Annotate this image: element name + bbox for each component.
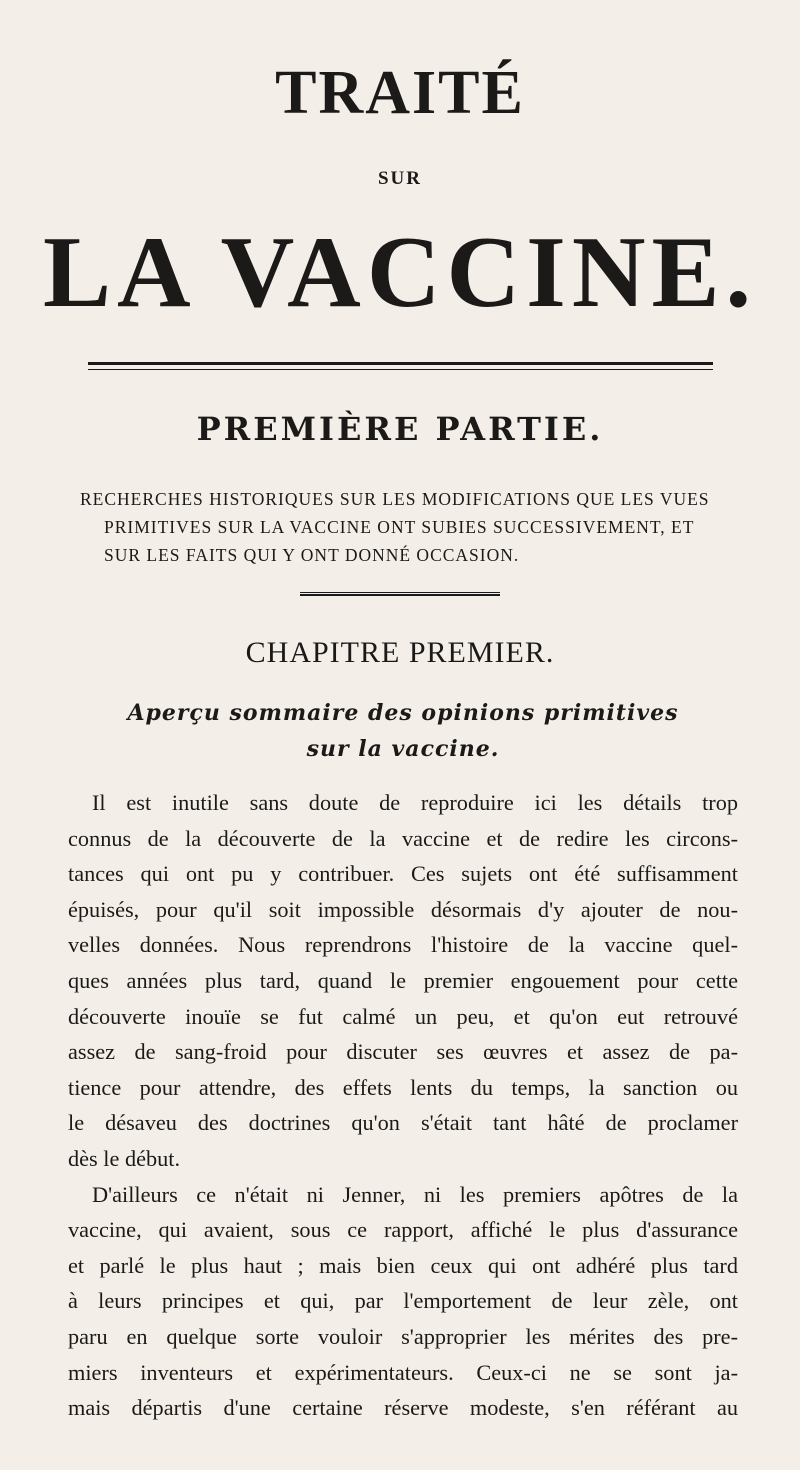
- paragraph-1: [68, 785, 738, 1177]
- part-subtitle-line: SUR LES FAITS QUI Y ONT DONNÉ OCCASION.: [104, 545, 520, 565]
- text-line: D'ailleurs ce n'était ni Jenner, ni les premiers apôtres de la: [92, 1181, 738, 1207]
- text-line: épuisés, pour qu'il soit impossible désormais d'y ajouter de nou-: [68, 896, 738, 922]
- part-subtitle-line: RECHERCHES HISTORIQUES SUR LES MODIFICATIONS QUE LES VUES: [80, 489, 710, 509]
- text-line: tances qui ont pu y contribuer. Ces sujets ont été suffisamment: [68, 861, 738, 887]
- text-line: mais départis d'une certaine réserve modeste, s'en référant au: [68, 1395, 738, 1421]
- title-connector: SUR: [377, 168, 422, 189]
- chapter-subtitle: [68, 695, 738, 767]
- text-line: paru en quelque sorte vouloir s'approprier les mérites des pre-: [68, 1323, 738, 1349]
- text-line: assez de sang-froid pour discuter ses œuvres et assez de pa-: [68, 1039, 738, 1065]
- book-subject-title: LA VACCINE.: [42, 216, 758, 329]
- title-divider-rule: [88, 362, 713, 370]
- text-line: miers inventeurs et expérimentateurs. Ceux-ci ne se sont ja-: [68, 1359, 738, 1385]
- text-line: dès le début.: [68, 1145, 181, 1171]
- chapter-heading: CHAPITRE PREMIER.: [245, 636, 555, 669]
- part-subtitle: [80, 485, 730, 569]
- text-line: ques années plus tard, quand le premier engouement pour cette: [68, 967, 738, 993]
- book-title: TRAITÉ: [275, 59, 525, 127]
- text-line: le désaveu des doctrines qu'on s'était tant hâté de proclamer: [68, 1110, 738, 1136]
- chapter-subtitle-line: sur la vaccine.: [306, 736, 500, 762]
- chapter-subtitle-line: Aperçu sommaire des opinions primitives: [127, 700, 679, 726]
- text-line: Il est inutile sans doute de reproduire ici les détails trop: [92, 790, 738, 815]
- text-line: découverte inouïe se fut calmé un peu, et qu'on eut retrouvé: [68, 1003, 738, 1029]
- part-subtitle-line: PRIMITIVES SUR LA VACCINE ONT SUBIES SUCCESSIVEMENT, ET: [104, 517, 695, 537]
- text-line: et parlé le plus haut ; mais bien ceux qui ont adhéré plus tard: [68, 1252, 738, 1278]
- body-text: [68, 785, 738, 1426]
- text-line: tience pour attendre, des effets lents du temps, la sanction ou: [68, 1074, 738, 1100]
- section-divider-rule: [300, 592, 500, 596]
- text-line: vaccine, qui avaient, sous ce rapport, affiché le plus d'assurance: [68, 1217, 738, 1243]
- part-heading: PREMIÈRE PARTIE.: [196, 410, 604, 448]
- text-line: velles données. Nous reprendrons l'histoire de la vaccine quel-: [68, 932, 738, 958]
- paragraph-2: [68, 1177, 738, 1426]
- text-line: connus de la découverte de la vaccine et de redire les circons-: [68, 825, 738, 851]
- text-line: à leurs principes et qui, par l'emportement de leur zèle, ont: [68, 1288, 738, 1314]
